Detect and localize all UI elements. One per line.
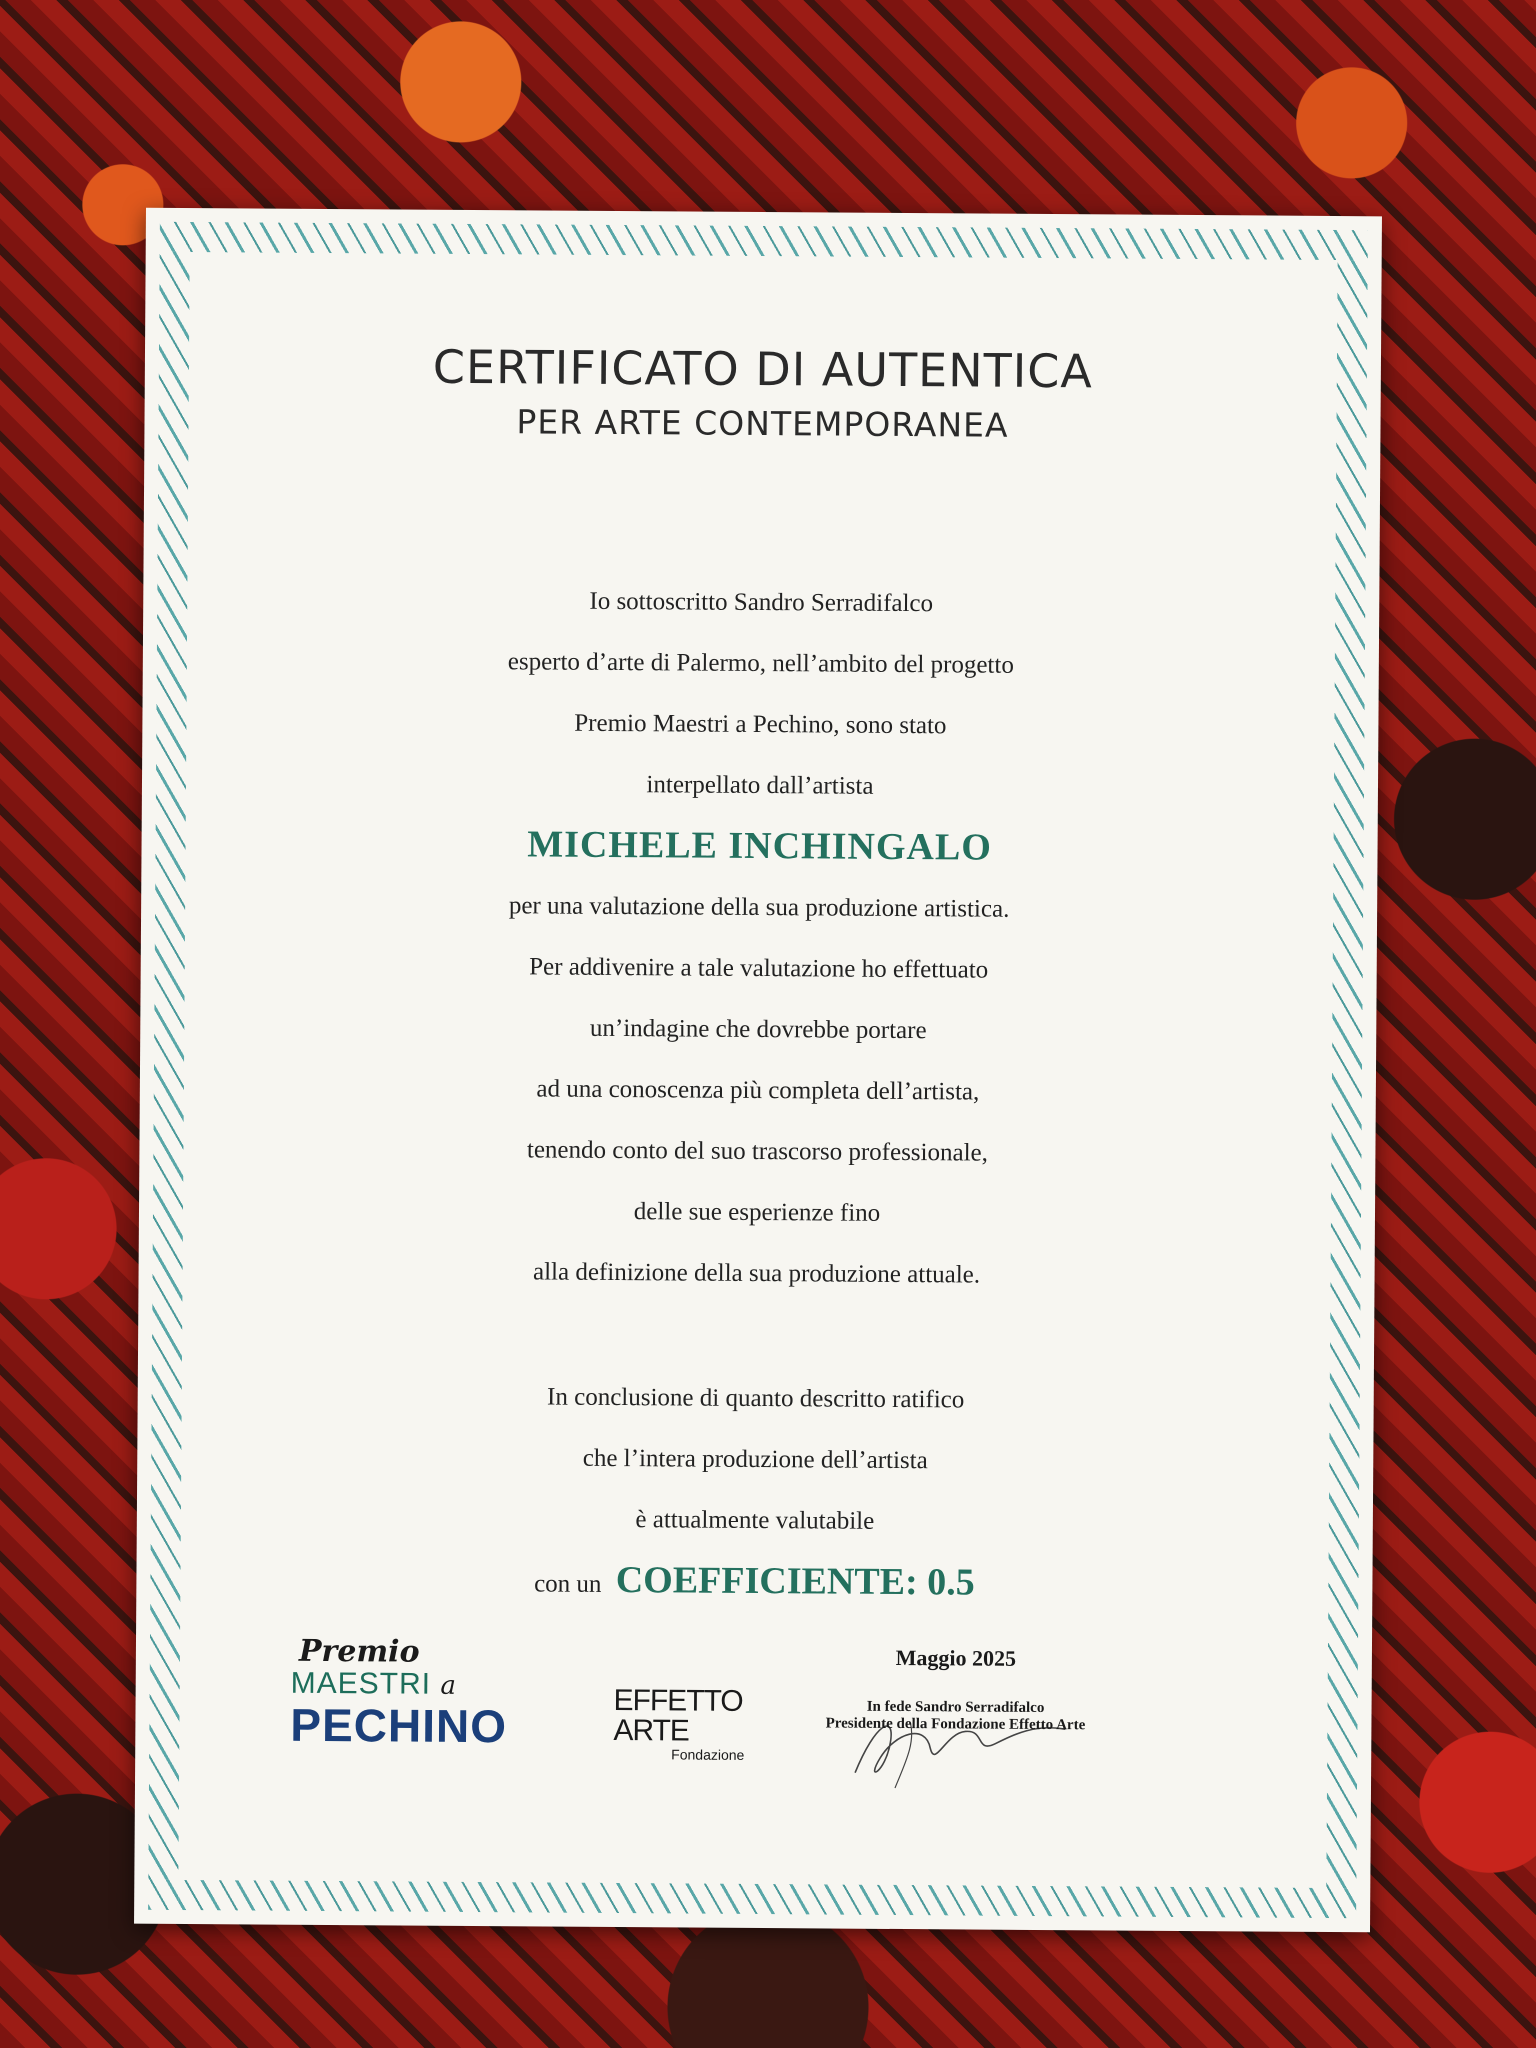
- body-line: Io sottoscritto Sandro Serradifalco: [589, 587, 934, 618]
- body-line: delle sue esperienze fino: [633, 1198, 881, 1227]
- logo-effetto-main: EFFETTO ARTE: [613, 1684, 743, 1748]
- artist-name: MICHELE INCHINGALO: [527, 823, 992, 869]
- body-line: ad una conoscenza più completa dell’artista,: [536, 1075, 980, 1106]
- logo-effetto-sub: Fondazione: [671, 1746, 745, 1763]
- body-line: un’indagine che dovrebbe portare: [589, 1014, 927, 1045]
- body-line: interpellato dall’artista: [646, 771, 874, 800]
- logo-premio-script: Premio: [298, 1633, 420, 1670]
- body-line: per una valutazione della sua produzione artistica.: [508, 892, 1010, 923]
- logo-a-word: a: [440, 1670, 458, 1701]
- certificate-paper: [134, 208, 1382, 1933]
- paragraph-gap: [198, 1300, 1314, 1372]
- body-line: Per addivenire a tale valutazione ho effettuato: [529, 953, 989, 984]
- body-line: tenendo conto del suo trascorso professionale,: [526, 1136, 989, 1167]
- signature-role: Presidente della Fondazione Effetto Arte: [825, 1715, 1086, 1734]
- body-line: In conclusione di quanto descritto ratifico: [546, 1383, 965, 1414]
- certificate-body: [196, 568, 1319, 1616]
- logo-premio-maestri: [290, 1666, 521, 1702]
- body-line: è attualmente valutabile: [635, 1506, 875, 1535]
- logo-maestri-word: MAESTRI: [290, 1666, 432, 1701]
- premio-maestri-logo: [290, 1634, 521, 1776]
- certificate-subtitle: PER ARTE CONTEMPORANEA: [516, 402, 1009, 445]
- logo-premio-pechino: PECHINO: [290, 1698, 508, 1753]
- coefficient-value: COEFFICIENTE: 0.5: [615, 1559, 975, 1604]
- signature-name: In fede Sandro Serradifalco: [866, 1698, 1045, 1717]
- body-line: Premio Maestri a Pechino, sono stato: [574, 709, 947, 740]
- body-line: esperto d’arte di Palermo, nell’ambito del progetto: [507, 648, 1014, 679]
- certificate-content: [194, 268, 1321, 1872]
- certificate-title: CERTIFICATO DI AUTENTICA: [432, 339, 1094, 399]
- body-line: che l’intera produzione dell’artista: [582, 1444, 928, 1475]
- effetto-arte-logo: [613, 1686, 814, 1763]
- coefficient-line: [196, 1547, 1312, 1616]
- signature-date: Maggio 2025: [895, 1644, 1017, 1671]
- signature-block: [795, 1644, 1116, 1734]
- coefficient-prefix: con un: [534, 1570, 602, 1598]
- body-line: alla definizione della sua produzione attuale.: [532, 1258, 981, 1289]
